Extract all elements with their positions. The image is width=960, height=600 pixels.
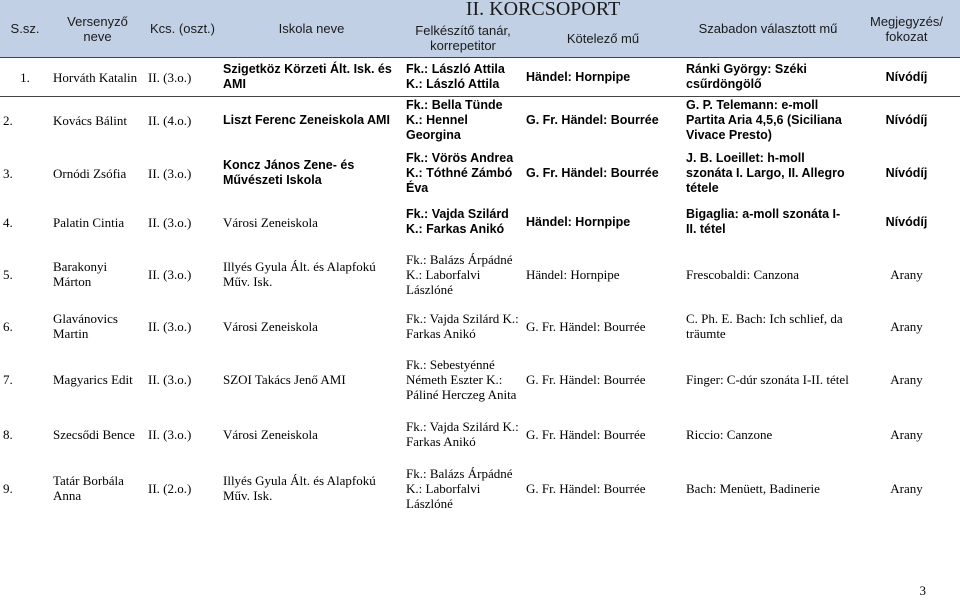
page-title: II. KORCSOPORT (403, 0, 683, 19)
award: Arany (890, 426, 923, 442)
competitor-name: Palatin Cintia (53, 214, 125, 230)
award: Arany (890, 480, 923, 496)
class-level: II. (3.o.) (148, 165, 192, 181)
row-number: 4. (3, 214, 13, 230)
free-piece: G. P. Telemann: e-moll Partita Aria 4,5,6 (Siciliana Vivace Presto) (683, 97, 853, 145)
free-piece: Frescobaldi: Canzona (686, 266, 799, 282)
mandatory-piece: G. Fr. Händel: Bourrée (526, 165, 659, 180)
award: Arany (890, 371, 923, 387)
teacher-names: Fk.: Balázs Árpádné K.: Laborfalvi Lászlóné (406, 251, 513, 297)
table-row (0, 144, 960, 202)
award: Nívódíj (853, 58, 960, 97)
teacher-names: Fk.: Balázs Árpádné K.: Laborfalvi Lászlóné (406, 465, 513, 511)
header-ssz: S.sz. (0, 0, 50, 58)
row-number: 7. (3, 371, 13, 387)
competitor-name: Ornódi Zsófia (53, 165, 127, 181)
award: Arany (890, 266, 923, 282)
class-level: II. (4.o.) (145, 97, 220, 145)
school-name: SZOI Takács Jenő AMI (223, 371, 346, 387)
competitor-name: Glavánovics Martin (53, 311, 118, 341)
school-name: Városi Zeneiskola (223, 318, 318, 334)
row-number: 6. (3, 318, 13, 334)
mandatory-piece: G. Fr. Händel: Bourrée (526, 371, 646, 387)
page-number: 3 (919, 583, 926, 598)
teacher-names: Fk.: Bella Tünde K.: Hennel Georgina (403, 97, 523, 145)
mandatory-piece: G. Fr. Händel: Bourrée (523, 97, 683, 145)
class-level: II. (3.o.) (145, 58, 220, 97)
header-szabadon: Szabadon választott mű (683, 0, 853, 58)
row-number: 9. (3, 480, 13, 496)
table-row (0, 242, 960, 306)
table-row (0, 412, 960, 456)
award: Nívódíj (885, 214, 928, 229)
competitor-name: Kovács Bálint (50, 97, 145, 145)
teacher-names: Fk.: Vajda Szilárd K.: Farkas Anikó (406, 311, 519, 341)
free-piece: Ránki György: Széki csűrdöngölő (683, 58, 853, 97)
header-megjegyzes: Megjegyzés/ fokozat (853, 0, 960, 58)
teacher-names: Fk.: Vajda Szilárd K.: Farkas Anikó (406, 419, 519, 449)
header-kotelezo: Kötelező mű (523, 19, 683, 58)
school-name: Városi Zeneiskola (223, 426, 318, 442)
mandatory-piece: G. Fr. Händel: Bourrée (526, 318, 646, 334)
award: Nívódíj (853, 97, 960, 145)
table-row (0, 202, 960, 242)
mandatory-piece: G. Fr. Händel: Bourrée (526, 426, 646, 442)
table-row (0, 456, 960, 520)
table-row (0, 97, 960, 145)
teacher-names: Fk.: Vörös Andrea K.: Tóthné Zámbó Éva (406, 150, 514, 195)
table-row (0, 306, 960, 346)
class-level: II. (3.o.) (148, 214, 192, 230)
school-name: Koncz János Zene- és Művészeti Iskola (223, 158, 355, 187)
mandatory-piece: Händel: Hornpipe (526, 266, 620, 282)
mandatory-piece: G. Fr. Händel: Bourrée (526, 480, 646, 496)
class-level: II. (2.o.) (148, 480, 192, 496)
row-number: 1. (0, 58, 50, 97)
school-name: Liszt Ferenc Zeneiskola AMI (220, 97, 403, 145)
competitor-name: Barakonyi Márton (53, 259, 108, 289)
award: Arany (890, 318, 923, 334)
school-name: Szigetköz Körzeti Ált. Isk. és AMI (220, 58, 403, 97)
mandatory-piece: Händel: Hornpipe (526, 214, 631, 229)
teacher-names: Fk.: László Attila K.: László Attila (403, 58, 523, 97)
class-level: II. (3.o.) (148, 426, 192, 442)
teacher-names: Fk.: Sebestyénné Németh Eszter K.: Páliné Herczeg Anita (406, 356, 517, 402)
free-piece: Finger: C-dúr szonáta I-II. tétel (686, 371, 849, 387)
free-piece: Bigaglia: a-moll szonáta I-II. tétel (686, 207, 841, 236)
table-row (0, 58, 960, 97)
header-iskola: Iskola neve (220, 0, 403, 58)
table-row (0, 346, 960, 412)
header-felkeszito: Felkészítő tanár, korrepetitor (403, 19, 523, 58)
school-name: Illyés Gyula Ált. és Alapfokú Műv. Isk. (223, 473, 376, 503)
free-piece: C. Ph. E. Bach: Ich schlief, da träumte (686, 311, 843, 341)
free-piece: Riccio: Canzone (686, 426, 773, 442)
teacher-names: Fk.: Vajda Szilárd K.: Farkas Anikó (406, 207, 509, 236)
free-piece: Bach: Menüett, Badinerie (686, 480, 820, 496)
competitor-name: Tatár Borbála Anna (53, 473, 124, 503)
row-number: 8. (3, 426, 13, 442)
row-number: 3. (3, 165, 13, 181)
row-number: 2. (0, 97, 50, 145)
competitor-name: Horváth Katalin (50, 58, 145, 97)
mandatory-piece: Händel: Hornpipe (523, 58, 683, 97)
free-piece: J. B. Loeillet: h-moll szonáta I. Largo, II. Allegro tétele (686, 150, 845, 195)
row-number: 5. (3, 266, 13, 282)
competitor-name: Magyarics Edit (53, 371, 133, 387)
class-level: II. (3.o.) (148, 371, 192, 387)
award: Nívódíj (885, 165, 928, 180)
class-level: II. (3.o.) (148, 266, 192, 282)
class-level: II. (3.o.) (148, 318, 192, 334)
school-name: Városi Zeneiskola (223, 214, 318, 230)
header-versenyzo: Versenyző neve (50, 0, 145, 58)
school-name: Illyés Gyula Ált. és Alapfokú Műv. Isk. (223, 259, 376, 289)
header-kcs: Kcs. (oszt.) (145, 0, 220, 58)
competitor-name: Szecsődi Bence (53, 426, 135, 442)
